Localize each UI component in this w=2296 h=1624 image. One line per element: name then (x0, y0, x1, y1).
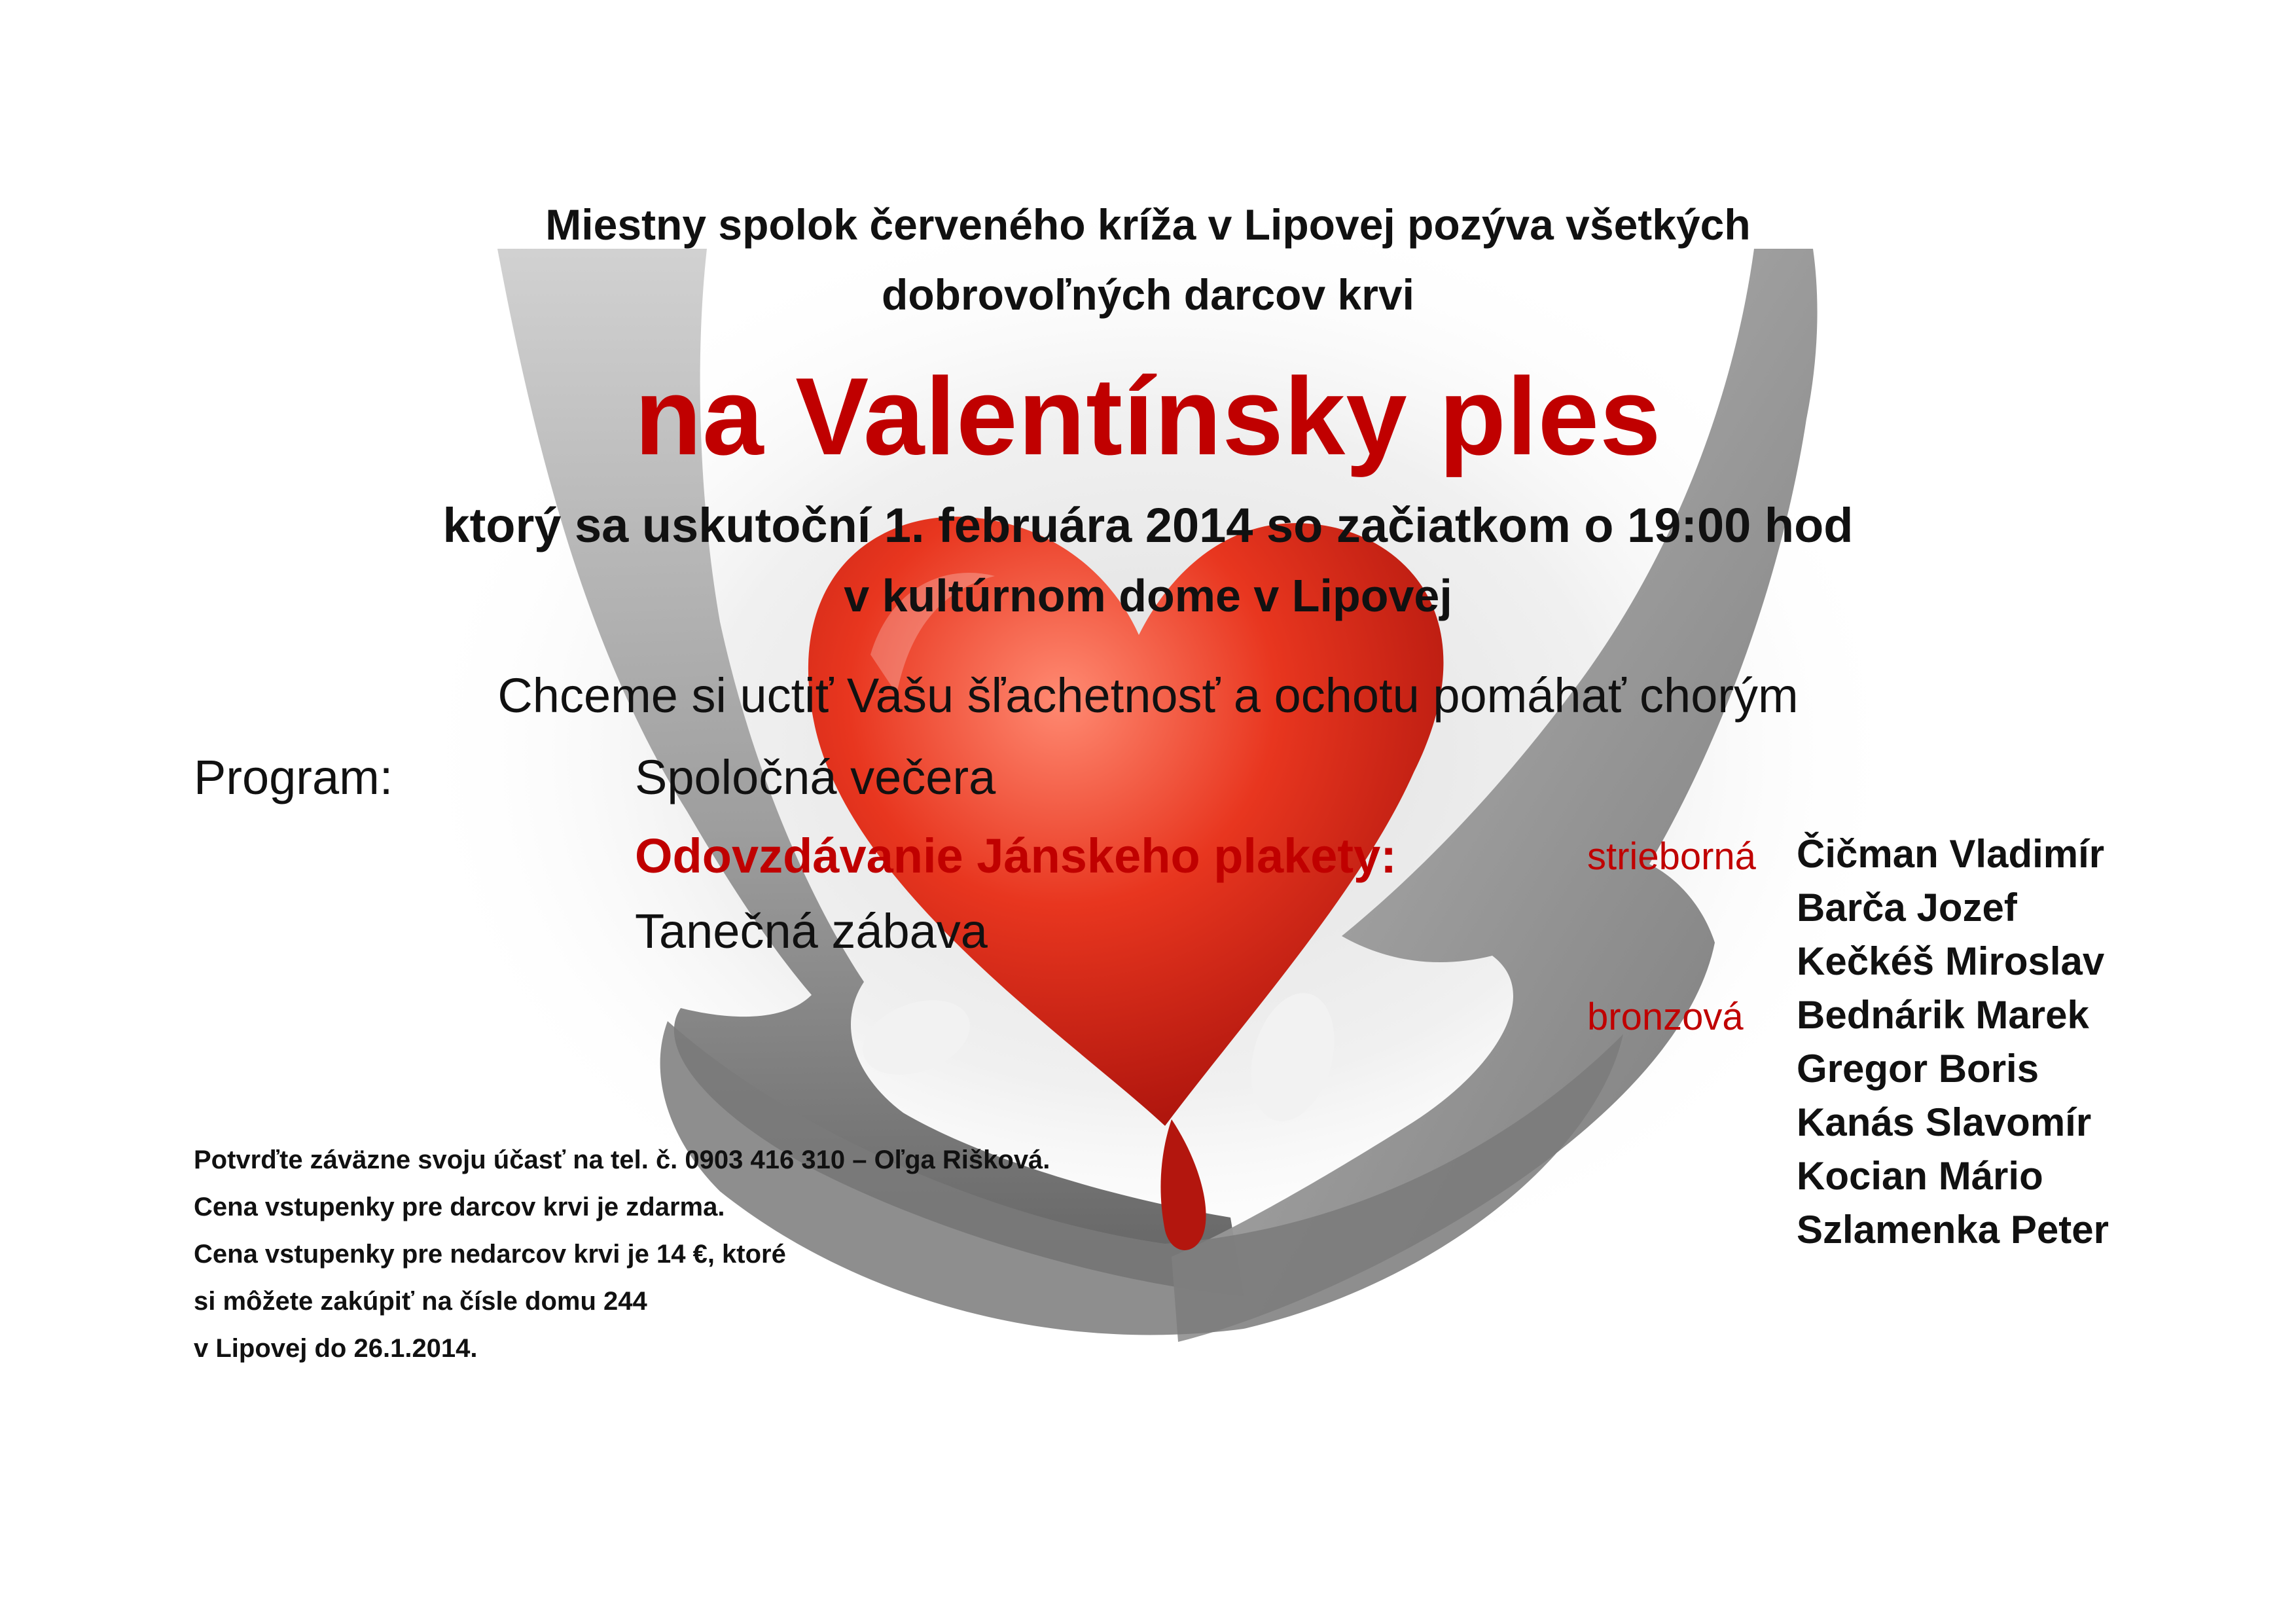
bronze-name-2: Gregor Boris (1797, 1047, 2039, 1091)
header-line-2: dobrovoľných darcov krvi (882, 270, 1414, 319)
note-purchase-place: si môžete zakúpiť na čísle domu 244 (194, 1287, 647, 1316)
award-category-bronze: bronzová (1587, 996, 1744, 1038)
bronze-name-5: Szlamenka Peter (1797, 1208, 2109, 1252)
program-label: Program: (194, 750, 393, 804)
bronze-name-1: Bednárik Marek (1797, 993, 2089, 1037)
silver-name-3: Kečkéš Miroslav (1797, 939, 2105, 983)
header-line-1: Miestny spolok červeného kríža v Lipovej pozýva všetkých (545, 200, 1751, 249)
bronze-name-3: Kanás Slavomír (1797, 1100, 2092, 1144)
silver-name-2: Barča Jozef (1797, 886, 2017, 929)
program-item-award: Odovzdávanie Jánskeho plakety: (635, 829, 1397, 883)
award-category-silver: strieborná (1587, 835, 1756, 878)
bronze-name-4: Kocian Mário (1797, 1154, 2043, 1198)
event-venue-line: v kultúrnom dome v Lipovej (844, 570, 1452, 621)
program-item-dinner: Spoločná večera (635, 750, 996, 804)
note-deadline: v Lipovej do 26.1.2014. (194, 1334, 478, 1363)
event-date-line: ktorý sa uskutoční 1. februára 2014 so začiatkom o 19:00 hod (442, 498, 1854, 552)
event-title: na Valentínsky ples (634, 355, 1662, 478)
note-donor-price: Cena vstupenky pre darcov krvi je zdarma. (194, 1193, 725, 1221)
honor-line: Chceme si uctiť Vašu šľachetnosť a ochotu pomáhať chorým (497, 668, 1799, 723)
note-nondonor-price: Cena vstupenky pre nedarcov krvi je 14 €, ktoré (194, 1240, 786, 1269)
silver-name-1: Čičman Vladimír (1797, 832, 2105, 876)
note-confirmation: Potvrďte záväzne svoju účasť na tel. č. 0903 416 310 – Oľga Rišková. (194, 1146, 1050, 1174)
program-item-dance: Tanečná zábava (635, 904, 988, 958)
